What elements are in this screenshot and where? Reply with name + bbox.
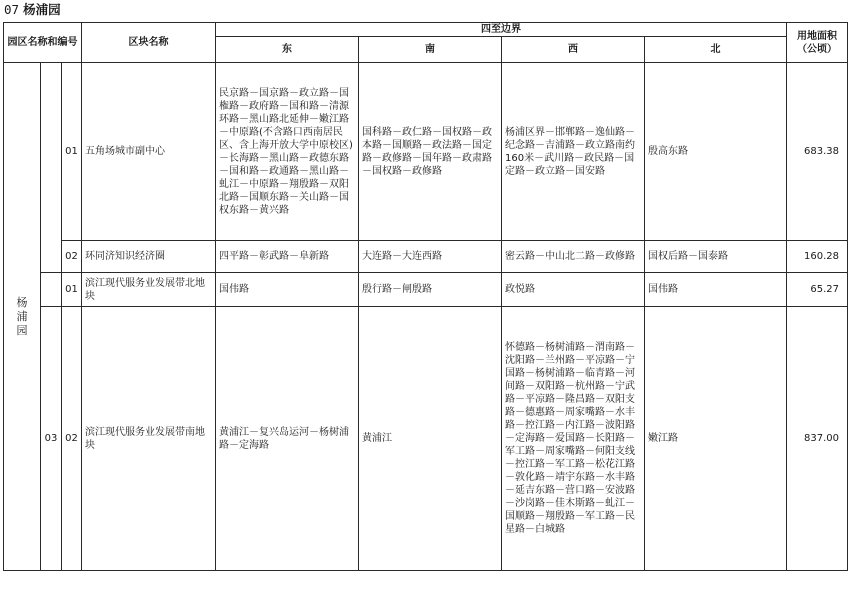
row-code: 02: [62, 241, 82, 273]
header-park-name-code: 园区名称和编号: [4, 23, 82, 63]
table-row: [4, 63, 848, 241]
header-boundaries: 四至边界: [216, 23, 787, 37]
west-boundary: 怀德路－杨树浦路－渭南路－沈阳路－兰州路－平凉路－宁国路－杨树浦路－临青路－河间路－双阳路－杭州路－宁武路－平凉路－隆昌路－双阳支路－德惠路－周家嘴路－水丰路－控江路－内江路－波阳路－定海路－爱国路－长阳路－军工路－周家嘴路－何阳支线－控江路－军工路－松花江路－敦化路－靖宇东路－水丰路－延吉东路－营口路－安波路－沙岗路－佳木斯路－虬江－国顺路－翔殷路－军工路－民星路－白城路: [502, 307, 645, 571]
block-name: 滨江现代服务业发展带北地块: [82, 273, 216, 307]
row-divider: [41, 272, 62, 273]
header-north: 北: [645, 37, 787, 63]
east-boundary: 民京路－国京路－政立路－国権路－政府路－国和路－清源环路－黑山路北延伸－嫩江路－中原路(不含路口西南居民区、含上海开放大学中原校区)－长海路－黑山路－政德东路－国和路－政通路－黑山路－虬江－中原路－翔殷路－双阳北路－国顺东路－关山路－国权东路－黄兴路: [216, 63, 359, 241]
west-boundary: 密云路－中山北二路－政修路: [502, 241, 645, 273]
east-boundary: 四平路－彰武路－阜新路: [216, 241, 359, 273]
table-row: [4, 307, 848, 571]
block-name: 五角场城市副中心: [82, 63, 216, 241]
east-boundary: 黄浦江－复兴岛运河－杨树浦路－定海路: [216, 307, 359, 571]
sub-row-code: 01: [62, 273, 82, 307]
south-boundary: 国科路－政仁路－国权路－政本路－国顺路－政法路－国定路－政修路－国年路－政肃路－国权路－政修路: [359, 63, 502, 241]
south-boundary: 黄浦江: [359, 307, 502, 571]
header-south: 南: [359, 37, 502, 63]
table-row: [4, 241, 848, 273]
row-divider: [41, 306, 62, 307]
park-gap-cell: [41, 63, 62, 571]
row-code: 01: [62, 63, 82, 241]
header-area: 用地面积（公顷）: [787, 23, 848, 63]
header-row-1: [4, 23, 848, 37]
park-name-cell: [4, 63, 41, 571]
area-value: 683.38: [787, 63, 848, 241]
area-value: 160.28: [787, 241, 848, 273]
north-boundary: 国伟路: [645, 273, 787, 307]
north-boundary: 嫩江路: [645, 307, 787, 571]
section-code: 07: [4, 2, 20, 17]
page-title: [4, 2, 61, 18]
header-west: 西: [502, 37, 645, 63]
park-name: 杨浦园: [16, 295, 28, 337]
south-boundary: 殷行路－闸殷路: [359, 273, 502, 307]
header-block-name: 区块名称: [82, 23, 216, 63]
north-boundary: 殷高东路: [645, 63, 787, 241]
block-name: 环同济知识经济圈: [82, 241, 216, 273]
sub-row-code: 02: [62, 307, 82, 571]
header-east: 东: [216, 37, 359, 63]
boundary-table: [3, 22, 848, 571]
area-value: 65.27: [787, 273, 848, 307]
west-boundary: 杨浦区界－邯郸路－逸仙路－纪念路－吉浦路－政立路南约160米－武川路－政民路－国定路－政立路－国安路: [502, 63, 645, 241]
north-boundary: 国权后路－国泰路: [645, 241, 787, 273]
section-name: 杨浦园: [23, 2, 61, 17]
west-boundary: 政悦路: [502, 273, 645, 307]
south-boundary: 大连路－大连西路: [359, 241, 502, 273]
east-boundary: 国伟路: [216, 273, 359, 307]
group-code-03: 03: [44, 432, 58, 444]
block-name: 滨江现代服务业发展带南地块: [82, 307, 216, 571]
table-row: [4, 273, 848, 307]
area-value: 837.00: [787, 307, 848, 571]
